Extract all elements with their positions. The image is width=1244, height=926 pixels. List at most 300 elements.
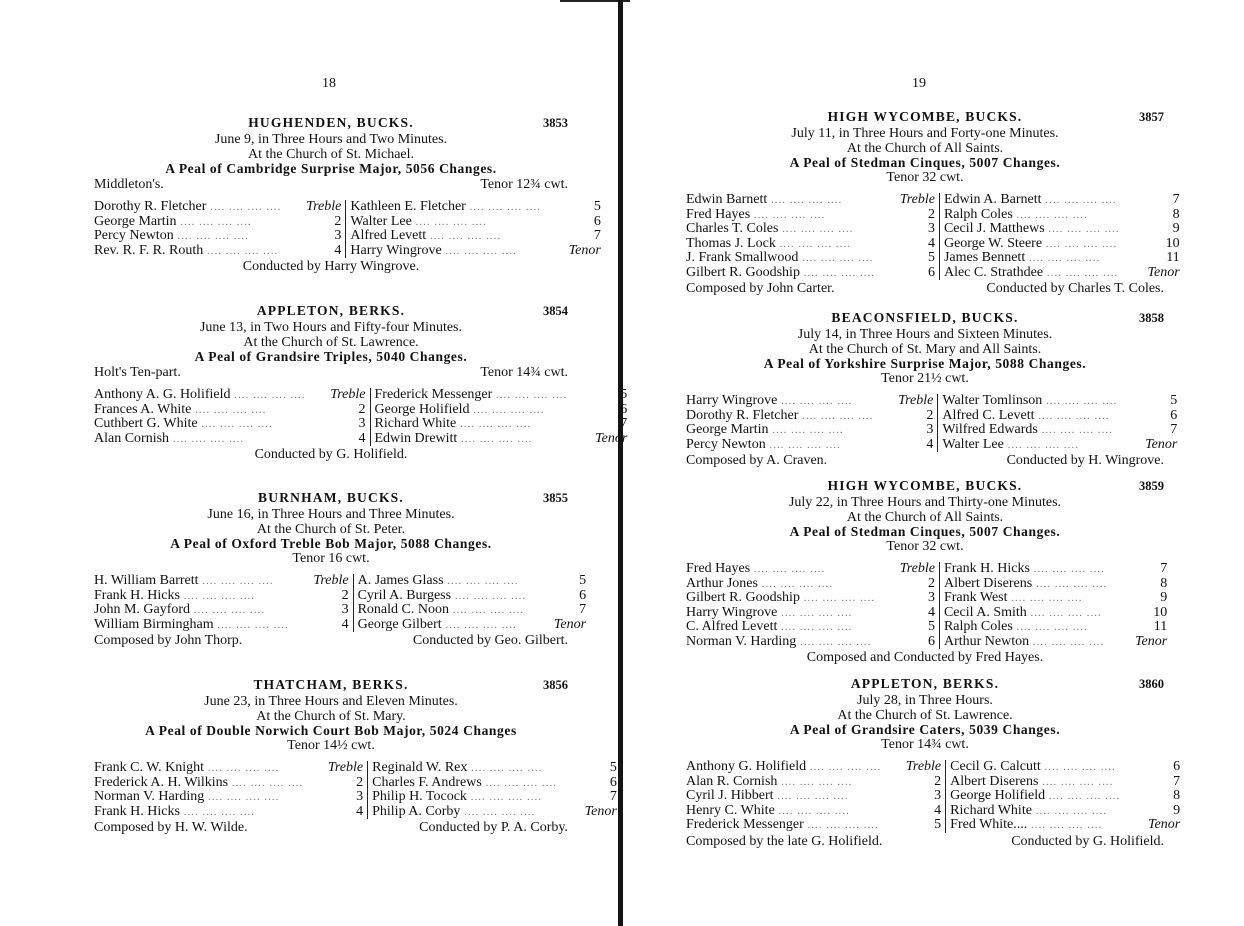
ringer-name: Gilbert R. Goodship .... bbox=[686, 591, 875, 606]
ringer-row bbox=[944, 266, 1180, 281]
bell-position: 11 bbox=[1166, 250, 1180, 265]
ringer-name: Wilfred Edwards .... bbox=[942, 423, 1117, 438]
peal-record bbox=[94, 115, 601, 275]
bell-position: 3 bbox=[934, 788, 942, 803]
peal-composer: Composed by H. W. Wilde. bbox=[94, 820, 248, 835]
ringer-row bbox=[686, 818, 941, 833]
peal-date: July 14, in Three Hours and Sixteen Minutes. bbox=[797, 327, 1053, 342]
peal-church: At the Church of St. Mary and All Saints. bbox=[808, 341, 1042, 357]
peal-church: At the Church of All Saints. bbox=[846, 509, 1004, 525]
bell-position: 9 bbox=[1172, 221, 1180, 236]
ringers-table bbox=[686, 759, 1181, 833]
ringer-name: James Bennett .... bbox=[944, 251, 1120, 266]
bell-position: 6 bbox=[609, 774, 617, 790]
ringer-row bbox=[94, 589, 349, 604]
ringer-row bbox=[944, 577, 1167, 592]
ringers-column bbox=[354, 574, 586, 632]
ringers-column bbox=[938, 394, 1177, 452]
ringer-name: George W. Steere .... bbox=[944, 237, 1120, 252]
peal-composer: Composed by John Thorp. bbox=[94, 633, 243, 648]
peal-number: 3859 bbox=[1139, 479, 1164, 493]
ringer-row bbox=[94, 417, 366, 432]
ringer-name: Frederick A. H. Wilkins .... bbox=[94, 776, 303, 791]
peal-record bbox=[94, 490, 587, 649]
peal-header bbox=[94, 116, 568, 133]
peal-composer: Composed by John Carter. bbox=[686, 281, 835, 296]
ringer-row bbox=[686, 222, 935, 237]
peal-church: At the Church of St. Peter. bbox=[256, 521, 406, 537]
ringer-row bbox=[944, 606, 1167, 621]
ringer-name: Anthony A. G. Holifield .... bbox=[94, 388, 306, 403]
ringer-row bbox=[686, 394, 933, 409]
peal-tenor: Tenor 16 cwt. bbox=[292, 550, 370, 566]
peal-title: A Peal of Grandsire Triples, 5040 Changes. bbox=[194, 349, 468, 364]
ringer-row bbox=[686, 635, 935, 650]
ringer-name: Dorothy R. Fletcher .... bbox=[686, 409, 873, 424]
book-gutter bbox=[618, 0, 623, 926]
ringers-column bbox=[94, 574, 354, 632]
bell-position: 6 bbox=[927, 264, 935, 280]
ringer-row bbox=[950, 775, 1180, 790]
peal-place: HIGH WYCOMBE, BUCKS. bbox=[827, 109, 1023, 124]
ringer-name: Frances A. White .... bbox=[94, 403, 306, 418]
peal-number: 3860 bbox=[1139, 677, 1164, 691]
ringer-row bbox=[686, 237, 935, 252]
ringer-row bbox=[358, 618, 586, 633]
peal-date: July 28, in Three Hours. bbox=[857, 693, 993, 708]
ringer-name: Philip H. Tocock .... bbox=[372, 790, 557, 805]
bell-position: 3 bbox=[356, 789, 364, 804]
ringers-table bbox=[94, 387, 628, 446]
ringers-table bbox=[94, 199, 601, 258]
ringer-name: Harry Wingrove .... bbox=[686, 606, 875, 621]
ringer-name: A. James Glass .... bbox=[358, 574, 526, 589]
bell-position: Tenor bbox=[1145, 436, 1178, 452]
ringer-row bbox=[942, 409, 1177, 424]
bell-position: 5 bbox=[934, 817, 942, 832]
peal-footer bbox=[94, 821, 568, 836]
ringer-name: Kathleen E. Fletcher .... bbox=[350, 200, 540, 215]
ringer-row bbox=[350, 215, 600, 230]
ringer-row bbox=[950, 760, 1180, 775]
ringers-column bbox=[946, 760, 1180, 833]
bell-position: 7 bbox=[593, 228, 601, 243]
ringer-row bbox=[950, 804, 1180, 819]
bell-position: 9 bbox=[1173, 802, 1181, 818]
ringer-name: Alan R. Cornish .... bbox=[686, 775, 881, 790]
ringers-column bbox=[346, 200, 600, 258]
bell-position: 5 bbox=[1170, 393, 1178, 408]
ringers-table bbox=[94, 573, 587, 632]
ringer-row bbox=[375, 432, 628, 447]
ringer-row bbox=[94, 403, 366, 418]
ringer-name: Reginald W. Rex .... bbox=[372, 761, 557, 776]
bell-position: 10 bbox=[1165, 235, 1180, 251]
bell-position: 5 bbox=[620, 387, 628, 402]
peal-conductor: Conducted by Geo. Gilbert. bbox=[412, 633, 568, 648]
bell-position: 2 bbox=[356, 774, 364, 790]
ringer-row bbox=[94, 244, 341, 259]
ringer-row bbox=[94, 432, 366, 447]
ringer-row bbox=[686, 193, 935, 208]
bell-position: 5 bbox=[927, 250, 935, 265]
ringer-name: Richard White .... bbox=[375, 417, 568, 432]
peal-church: At the Church of St. Lawrence. bbox=[837, 707, 1013, 723]
peal-title: A Peal of Cambridge Surprise Major, 5056 Changes. bbox=[165, 161, 497, 176]
ringers-column bbox=[94, 761, 368, 819]
bell-position: Tenor bbox=[1147, 817, 1181, 832]
ringer-row bbox=[944, 193, 1180, 208]
ringer-name: H. William Barrett .... bbox=[94, 574, 289, 589]
ringer-name: Henry C. White .... bbox=[686, 804, 881, 819]
ringers-column bbox=[686, 193, 940, 280]
ringer-row bbox=[94, 805, 363, 820]
peal-meta bbox=[94, 366, 568, 381]
bell-position: 5 bbox=[927, 619, 935, 634]
peal-number: 3856 bbox=[543, 678, 568, 692]
page-number: 19 bbox=[912, 76, 926, 91]
ringer-name: Frank H. Hicks .... bbox=[94, 589, 289, 604]
ringers-column bbox=[940, 193, 1180, 280]
ringer-name: Edwin A. Barnett .... bbox=[944, 193, 1120, 208]
peal-footer bbox=[94, 634, 568, 649]
peal-record bbox=[686, 478, 1168, 666]
ringer-name: George Holifield .... bbox=[950, 789, 1120, 804]
bell-position: 2 bbox=[358, 401, 366, 417]
bell-position: 2 bbox=[334, 213, 342, 229]
ringer-name: Edwin Barnett .... bbox=[686, 193, 875, 208]
ringer-row bbox=[944, 208, 1180, 223]
peal-footer bbox=[94, 448, 568, 463]
peal-tenor: Tenor 21½ cwt. bbox=[881, 370, 969, 386]
ringer-name: Alec C. Strathdee .... bbox=[944, 266, 1120, 281]
ringer-name: Walter Lee .... bbox=[350, 215, 540, 230]
peal-place: APPLETON, BERKS. bbox=[850, 676, 1000, 691]
peal-title: A Peal of Grandsire Caters, 5039 Changes. bbox=[789, 722, 1061, 737]
ringers-column bbox=[94, 200, 346, 258]
ringer-row bbox=[686, 562, 935, 577]
peal-title: A Peal of Oxford Treble Bob Major, 5088 Changes. bbox=[170, 536, 492, 551]
ringers-column bbox=[686, 562, 940, 649]
peal-record bbox=[94, 303, 628, 463]
peal-conductor: Composed and Conducted by Fred Hayes. bbox=[806, 650, 1044, 665]
bell-position: 5 bbox=[579, 573, 587, 588]
ringer-row bbox=[94, 790, 363, 805]
ringer-row bbox=[94, 388, 366, 403]
ringer-name: Dorothy R. Fletcher .... bbox=[94, 200, 281, 215]
ringer-row bbox=[944, 562, 1167, 577]
ringer-row bbox=[686, 577, 935, 592]
peal-tenor: Tenor 32 cwt. bbox=[886, 538, 964, 554]
ringer-name: Frank West .... bbox=[944, 591, 1107, 606]
ringer-row bbox=[350, 200, 600, 215]
bell-position: Treble bbox=[330, 387, 366, 402]
bell-position: 7 bbox=[1172, 192, 1180, 207]
bell-position: 7 bbox=[620, 416, 628, 431]
bell-position: 6 bbox=[593, 213, 601, 229]
page-right bbox=[626, 0, 1244, 926]
peal-header bbox=[686, 677, 1164, 694]
ringers-table bbox=[686, 192, 1180, 280]
bell-position: 6 bbox=[1170, 407, 1178, 423]
ringer-name: Cecil G. Calcutt .... bbox=[950, 760, 1120, 775]
ringer-row bbox=[350, 229, 600, 244]
ringer-row bbox=[94, 574, 349, 589]
bell-position: 3 bbox=[358, 416, 366, 431]
ringers-column bbox=[371, 388, 628, 446]
ringer-name: Arthur Jones .... bbox=[686, 577, 875, 592]
ringer-row bbox=[94, 200, 341, 215]
ringer-row bbox=[94, 603, 349, 618]
bell-position: 9 bbox=[1160, 590, 1168, 605]
peal-record bbox=[686, 676, 1181, 849]
peal-title: A Peal of Double Norwich Court Bob Major, 5024 Changes bbox=[145, 723, 517, 738]
ringer-name: George Holifield .... bbox=[375, 403, 568, 418]
bell-position: Tenor bbox=[1135, 633, 1168, 649]
ringer-name: J. Frank Smallwood .... bbox=[686, 251, 875, 266]
peal-conductor: Conducted by H. Wingrove. bbox=[1006, 453, 1164, 468]
bell-position: 6 bbox=[620, 401, 628, 417]
ringer-name: Frederick Messenger .... bbox=[686, 818, 881, 833]
peal-number: 3855 bbox=[543, 491, 568, 505]
bell-position: 4 bbox=[334, 242, 342, 258]
ringer-row bbox=[686, 606, 935, 621]
ringer-name: Alfred C. Levett .... bbox=[942, 409, 1117, 424]
ringer-row bbox=[942, 394, 1177, 409]
ringer-name: Arthur Newton .... bbox=[944, 635, 1107, 650]
ringer-row bbox=[686, 266, 935, 281]
ringer-row bbox=[686, 251, 935, 266]
ringer-name: Cecil A. Smith .... bbox=[944, 606, 1107, 621]
ringer-name: Rev. R. F. R. Routh .... bbox=[94, 244, 281, 259]
ringer-name: Cecil J. Matthews .... bbox=[944, 222, 1120, 237]
peal-number: 3853 bbox=[543, 116, 568, 130]
peal-header bbox=[94, 678, 568, 695]
peal-tenor: Tenor 32 cwt. bbox=[886, 169, 964, 185]
peal-header bbox=[686, 479, 1164, 496]
peal-footer bbox=[686, 454, 1164, 469]
ringer-row bbox=[686, 208, 935, 223]
ringer-name: Walter Tomlinson .... bbox=[942, 394, 1117, 409]
ringer-row bbox=[94, 229, 341, 244]
ringer-row bbox=[942, 438, 1177, 453]
bell-position: Treble bbox=[899, 192, 935, 207]
ringer-row bbox=[358, 603, 586, 618]
peal-tenor: Tenor 14¾ cwt. bbox=[480, 364, 568, 380]
ringer-name: Walter Lee .... bbox=[942, 438, 1117, 453]
bell-position: 7 bbox=[1173, 773, 1181, 789]
ringer-name: Alan Cornish .... bbox=[94, 432, 306, 447]
bell-position: 3 bbox=[927, 590, 935, 605]
bell-position: 7 bbox=[1160, 561, 1168, 576]
ringer-name: Cyril A. Burgess .... bbox=[358, 589, 526, 604]
peal-record bbox=[686, 109, 1180, 297]
ringer-name: Thomas J. Lock .... bbox=[686, 237, 875, 252]
bell-position: Treble bbox=[899, 561, 935, 576]
bell-position: Tenor bbox=[595, 430, 628, 446]
peal-header bbox=[94, 304, 568, 321]
bell-position: 3 bbox=[334, 228, 342, 243]
peal-footer bbox=[686, 282, 1164, 297]
bell-position: Treble bbox=[313, 573, 349, 588]
peal-number: 3854 bbox=[543, 304, 568, 318]
ringer-row bbox=[358, 589, 586, 604]
peal-composition: Holt's Ten-part. bbox=[94, 364, 181, 380]
ringer-name: Cyril J. Hibbert .... bbox=[686, 789, 881, 804]
ringer-name: Ralph Coles .... bbox=[944, 620, 1107, 635]
ringer-row bbox=[944, 251, 1180, 266]
page-number: 18 bbox=[322, 76, 336, 91]
peal-date: July 11, in Three Hours and Forty-one Minutes. bbox=[791, 126, 1059, 141]
peal-record bbox=[94, 677, 617, 836]
ringer-row bbox=[686, 438, 933, 453]
peal-date: June 13, in Two Hours and Fifty-four Minutes. bbox=[199, 320, 463, 335]
bell-position: 4 bbox=[356, 803, 364, 819]
peal-place: THATCHAM, BERKS. bbox=[253, 677, 409, 692]
bell-position: 4 bbox=[934, 802, 942, 818]
ringer-row bbox=[94, 215, 341, 230]
peal-header bbox=[686, 311, 1164, 328]
ringer-name: Cuthbert G. White .... bbox=[94, 417, 306, 432]
bell-position: 4 bbox=[927, 604, 935, 620]
ringer-row bbox=[686, 620, 935, 635]
ringer-name: C. Alfred Levett .... bbox=[686, 620, 875, 635]
ringer-name: Ronald C. Noon .... bbox=[358, 603, 526, 618]
bell-position: 5 bbox=[609, 760, 617, 775]
ringer-name: George Gilbert .... bbox=[358, 618, 526, 633]
ringer-name: Fred Hayes .... bbox=[686, 562, 875, 577]
ringer-name: Ralph Coles .... bbox=[944, 208, 1120, 223]
ringer-row bbox=[94, 776, 363, 791]
peal-date: July 22, in Three Hours and Thirty-one Minutes. bbox=[788, 495, 1062, 510]
ringer-row bbox=[375, 403, 628, 418]
bell-position: 7 bbox=[579, 602, 587, 617]
bell-position: 3 bbox=[926, 422, 934, 437]
peal-place: BURNHAM, BUCKS. bbox=[258, 490, 404, 505]
ringer-name: Norman V. Harding .... bbox=[94, 790, 303, 805]
ringer-row bbox=[372, 790, 617, 805]
bell-position: 7 bbox=[609, 789, 617, 804]
ringer-row bbox=[375, 417, 628, 432]
bell-position: 7 bbox=[1170, 422, 1178, 437]
ringer-row bbox=[950, 818, 1180, 833]
bell-position: Treble bbox=[306, 199, 342, 214]
bell-position: 5 bbox=[593, 199, 601, 214]
peal-date: June 16, in Three Hours and Three Minutes. bbox=[207, 507, 455, 522]
peal-place: HUGHENDEN, BUCKS. bbox=[248, 115, 414, 130]
ringer-name: Richard White .... bbox=[950, 804, 1120, 819]
peal-title: A Peal of Yorkshire Surprise Major, 5088 Changes. bbox=[763, 356, 1087, 371]
bell-position: 10 bbox=[1153, 604, 1168, 620]
ringers-column bbox=[94, 388, 371, 446]
peal-place: HIGH WYCOMBE, BUCKS. bbox=[827, 478, 1023, 493]
ringer-name: Fred White.... .... bbox=[950, 818, 1120, 833]
ringer-name: Frank C. W. Knight .... bbox=[94, 761, 303, 776]
bell-position: 8 bbox=[1160, 575, 1168, 591]
bell-position: 2 bbox=[926, 407, 934, 423]
bell-position: 8 bbox=[1172, 206, 1180, 222]
ringer-row bbox=[944, 222, 1180, 237]
bell-position: Tenor bbox=[584, 803, 617, 819]
peal-composer: Composed by the late G. Holifield. bbox=[686, 833, 883, 849]
peal-meta bbox=[94, 178, 568, 193]
ringer-row bbox=[686, 591, 935, 606]
ringer-row bbox=[944, 591, 1167, 606]
ringer-name: Norman V. Harding .... bbox=[686, 635, 875, 650]
peal-footer bbox=[94, 260, 568, 275]
ringer-row bbox=[944, 237, 1180, 252]
peal-place: BEACONSFIELD, BUCKS. bbox=[831, 310, 1019, 325]
peal-composer: Composed by A. Craven. bbox=[686, 453, 828, 468]
ringer-name: Harry Wingrove .... bbox=[686, 394, 873, 409]
bell-position: 3 bbox=[341, 602, 349, 617]
bell-position: Tenor bbox=[553, 616, 587, 632]
bell-position: 4 bbox=[926, 436, 934, 452]
ringer-name: Frederick Messenger .... bbox=[375, 388, 568, 403]
peal-header bbox=[94, 491, 568, 508]
bell-position: 3 bbox=[927, 221, 935, 236]
peal-record bbox=[686, 310, 1178, 469]
bell-position: 4 bbox=[927, 235, 935, 251]
ringer-name: Philip A. Corby .... bbox=[372, 805, 557, 820]
bell-position: 11 bbox=[1153, 619, 1168, 634]
peal-tenor: Tenor 14½ cwt. bbox=[287, 737, 375, 753]
ringer-row bbox=[686, 775, 941, 790]
peal-conductor: Conducted by G. Holifield. bbox=[254, 447, 408, 462]
ringer-name: Percy Newton .... bbox=[686, 438, 873, 453]
bell-position: 4 bbox=[358, 430, 366, 446]
peal-number: 3858 bbox=[1139, 311, 1164, 325]
peal-footer bbox=[686, 651, 1164, 666]
ringer-row bbox=[372, 805, 617, 820]
ringer-name: Fred Hayes .... bbox=[686, 208, 875, 223]
ringer-row bbox=[686, 760, 941, 775]
peal-composition: Middleton's. bbox=[94, 176, 164, 192]
bell-position: 2 bbox=[927, 575, 935, 591]
ringers-column bbox=[686, 394, 938, 452]
ringer-name: Frank H. Hicks .... bbox=[94, 805, 303, 820]
ringer-row bbox=[686, 789, 941, 804]
bell-position: 2 bbox=[341, 587, 349, 603]
ringer-row bbox=[350, 244, 600, 259]
ringer-name: Gilbert R. Goodship .... bbox=[686, 266, 875, 281]
peal-tenor: Tenor 14¾ cwt. bbox=[881, 736, 969, 752]
ringer-name: John M. Gayford .... bbox=[94, 603, 289, 618]
ringer-name: Albert Diserens .... bbox=[950, 775, 1120, 790]
bell-position: Tenor bbox=[568, 242, 601, 258]
ringers-table bbox=[686, 561, 1168, 649]
bell-position: Treble bbox=[327, 760, 364, 775]
bell-position: Tenor bbox=[1147, 264, 1180, 280]
peal-place: APPLETON, BERKS. bbox=[256, 303, 406, 318]
peal-conductor: Conducted by Harry Wingrove. bbox=[242, 259, 420, 274]
bell-position: Treble bbox=[905, 759, 942, 774]
bell-position: 6 bbox=[579, 587, 587, 603]
peal-header bbox=[686, 110, 1164, 127]
ringer-name: Anthony G. Holifield .... bbox=[686, 760, 881, 775]
ringers-table bbox=[686, 393, 1178, 452]
ringer-name: Harry Wingrove .... bbox=[350, 244, 540, 259]
peal-number: 3857 bbox=[1139, 110, 1164, 124]
ringer-name: Charles F. Andrews .... bbox=[372, 776, 557, 791]
ringer-row bbox=[944, 620, 1167, 635]
ringer-name: Alfred Levett .... bbox=[350, 229, 540, 244]
bell-position: 6 bbox=[927, 633, 935, 649]
peal-church: At the Church of All Saints. bbox=[846, 140, 1004, 156]
peal-church: At the Church of St. Mary. bbox=[256, 708, 406, 724]
peal-conductor: Conducted by P. A. Corby. bbox=[419, 820, 568, 835]
ringer-row bbox=[686, 423, 933, 438]
